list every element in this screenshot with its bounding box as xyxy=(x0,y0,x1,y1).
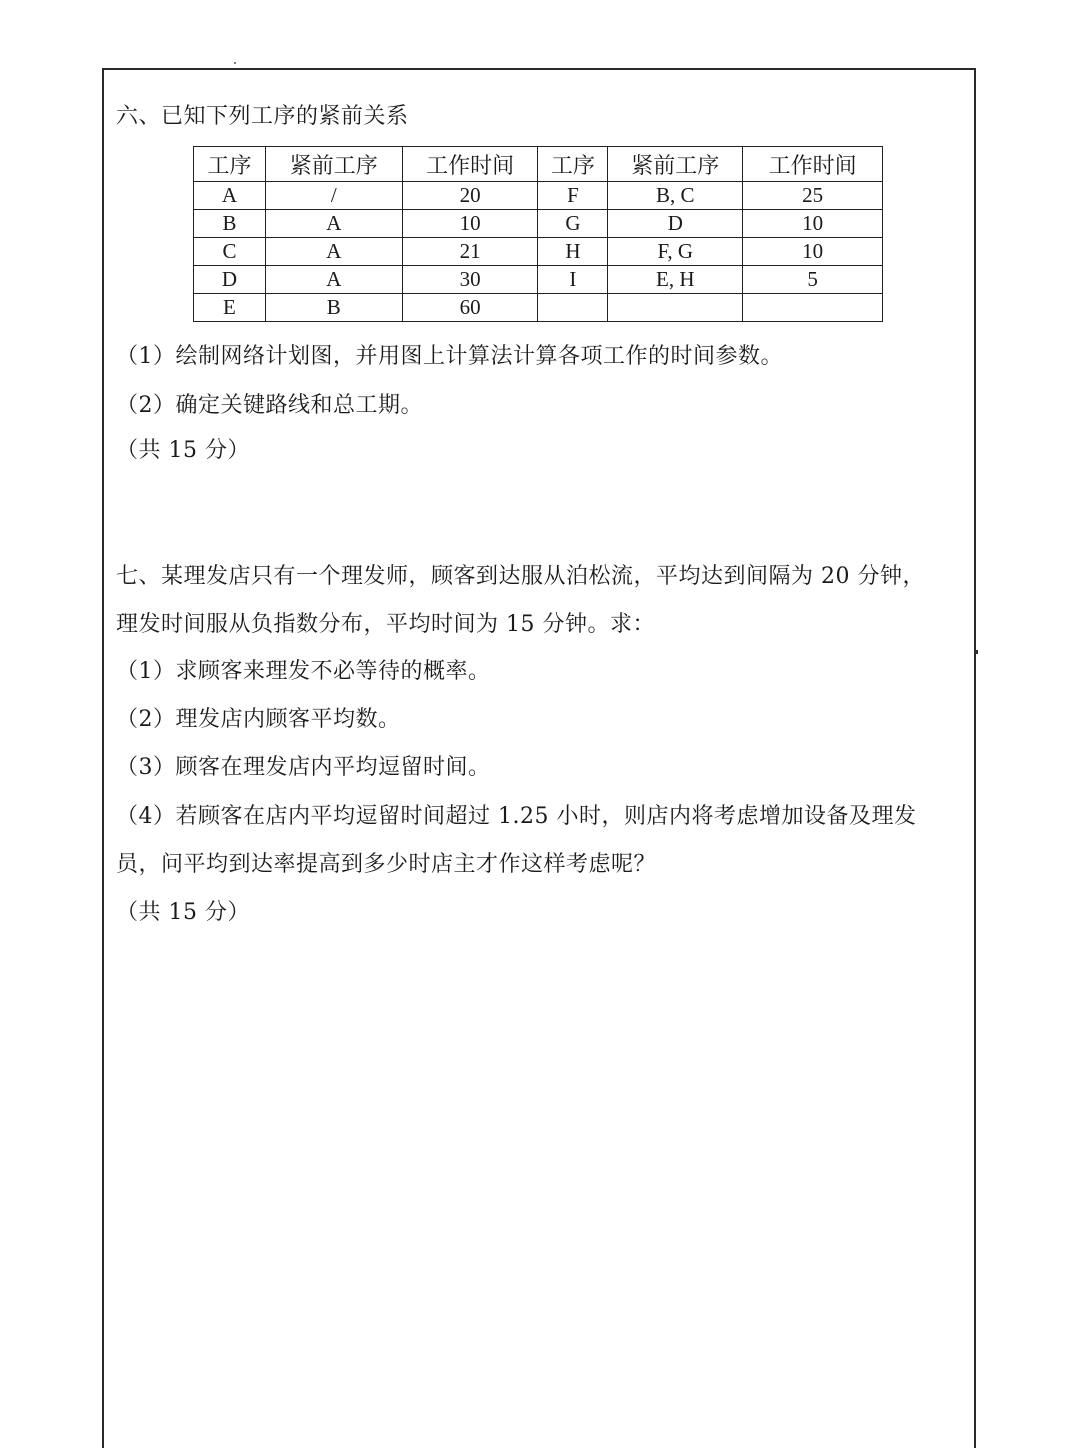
table-cell: B, C xyxy=(608,182,743,210)
q7-score: （共 15 分） xyxy=(116,900,250,925)
table-row xyxy=(194,182,883,210)
table-cell: / xyxy=(265,182,402,210)
header-cell: 工序 xyxy=(538,147,608,182)
table-cell: B xyxy=(265,294,402,322)
table-cell: 21 xyxy=(402,238,538,266)
table-cell: 5 xyxy=(743,266,883,294)
header-cell: 工序 xyxy=(194,147,266,182)
table-cell: E, H xyxy=(608,266,743,294)
table-header-row xyxy=(194,147,883,182)
scan-speck xyxy=(234,62,236,64)
q7-line-2: 理发时间服从负指数分布，平均时间为 15 分钟。求： xyxy=(116,612,655,637)
table-cell xyxy=(743,294,883,322)
table-cell xyxy=(608,294,743,322)
table-cell: B xyxy=(194,210,266,238)
table-cell: C xyxy=(194,238,266,266)
table-cell: 25 xyxy=(743,182,883,210)
q7-item-4-line-1: （4）若顾客在店内平均逗留时间超过 1.25 小时，则店内将考虑增加设备及理发 xyxy=(116,804,917,829)
q6-item-1: （1）绘制网络计划图，并用图上计算法计算各项工作的时间参数。 xyxy=(116,344,783,369)
table-cell: H xyxy=(538,238,608,266)
table-cell: 20 xyxy=(402,182,538,210)
table-cell: A xyxy=(194,182,266,210)
table-cell: D xyxy=(608,210,743,238)
table-cell: F xyxy=(538,182,608,210)
q7-item-4-line-2: 员，问平均到达率提高到多少时店主才作这样考虑呢？ xyxy=(116,852,657,877)
q6-item-2: （2）确定关键路线和总工期。 xyxy=(116,393,423,418)
scan-edge-mark xyxy=(975,650,978,654)
q6-title: 六、已知下列工序的紧前关系 xyxy=(116,104,409,129)
header-cell: 工作时间 xyxy=(402,147,538,182)
table-row xyxy=(194,210,883,238)
table-row xyxy=(194,238,883,266)
q7-item-3: （3）顾客在理发店内平均逗留时间。 xyxy=(116,755,491,780)
q7-item-2: （2）理发店内顾客平均数。 xyxy=(116,707,401,732)
table-cell: 10 xyxy=(743,210,883,238)
table-cell: 10 xyxy=(743,238,883,266)
table-cell: F, G xyxy=(608,238,743,266)
precedence-table xyxy=(193,146,883,322)
header-cell: 工作时间 xyxy=(743,147,883,182)
q7-item-1: （1）求顾客来理发不必等待的概率。 xyxy=(116,659,491,684)
q7-line-1: 七、某理发店只有一个理发师，顾客到达服从泊松流，平均达到间隔为 20 分钟， xyxy=(116,564,925,589)
table-cell: 10 xyxy=(402,210,538,238)
table-cell: A xyxy=(265,266,402,294)
table-cell: D xyxy=(194,266,266,294)
table-cell xyxy=(538,294,608,322)
table-cell: A xyxy=(265,238,402,266)
header-cell: 紧前工序 xyxy=(265,147,402,182)
table-row xyxy=(194,266,883,294)
table-cell: 30 xyxy=(402,266,538,294)
table-cell: I xyxy=(538,266,608,294)
header-cell: 紧前工序 xyxy=(608,147,743,182)
q6-score: （共 15 分） xyxy=(116,438,250,463)
table-row xyxy=(194,294,883,322)
table-cell: G xyxy=(538,210,608,238)
table-cell: A xyxy=(265,210,402,238)
table-cell: 60 xyxy=(402,294,538,322)
table-cell: E xyxy=(194,294,266,322)
